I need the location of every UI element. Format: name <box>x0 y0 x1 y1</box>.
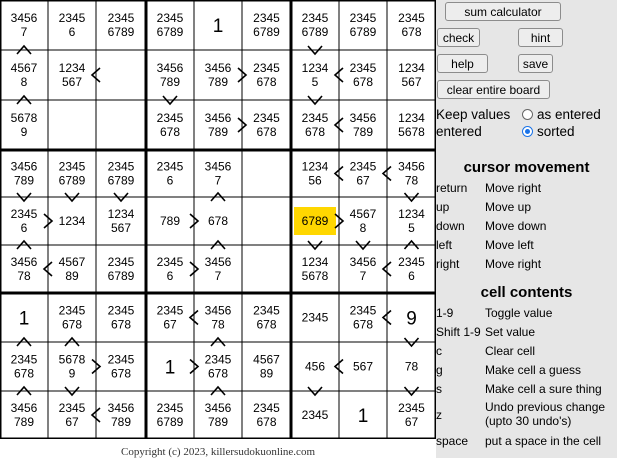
keep-values-line1: Keep values <box>436 107 511 122</box>
sudoku-cell[interactable] <box>98 102 144 148</box>
cell-key-desc: put a space in the cell <box>485 434 602 448</box>
cell-candidates: 3456 7 <box>204 255 232 283</box>
radio-sorted-icon[interactable] <box>522 126 533 137</box>
cell-candidates: 2345 678 <box>398 11 425 39</box>
cell-candidates: 3456 78 <box>204 303 232 332</box>
cell-candidates: 2345 67 <box>58 401 86 429</box>
cell-key-row <box>436 362 617 378</box>
cell-candidates: 2345 678 <box>58 303 86 332</box>
cursor-key-row <box>436 237 617 253</box>
cell-candidates: 2345 6789 <box>301 11 329 39</box>
cursor-key-key: up <box>436 200 450 214</box>
cell-value: 1 <box>212 16 224 37</box>
cell-candidates: 2345 6789 <box>349 11 377 39</box>
cell-key-key: s <box>436 382 442 396</box>
keep-values-line2: entered <box>436 124 482 139</box>
cell-candidates: 2345 6 <box>156 255 184 283</box>
cell-key-row <box>436 324 617 340</box>
cell-contents-heading: cell contents <box>480 284 573 301</box>
control-panel <box>436 0 617 458</box>
cell-candidates: 1234 567 <box>398 61 425 89</box>
cell-key-row <box>436 381 617 397</box>
cell-candidates: 3456 789 <box>349 111 377 139</box>
cell-candidates: 2345 <box>301 310 329 325</box>
cell-candidates: 1234 <box>58 214 86 228</box>
check-button[interactable]: check <box>437 28 480 47</box>
radio-sorted-label: sorted <box>537 124 575 139</box>
clear-board-button[interactable]: clear entire board <box>437 80 550 99</box>
cell-key-desc: Make cell a guess <box>485 363 582 377</box>
cell-key-key: 1-9 <box>436 306 454 320</box>
sudoku-cell[interactable] <box>50 102 94 148</box>
cell-candidates: 2345 678 <box>349 61 377 89</box>
cell-candidates: 2345 678 <box>349 303 377 332</box>
cell-key-key: Shift 1-9 <box>436 325 481 339</box>
cell-candidates: 3456 789 <box>10 159 38 188</box>
cell-value: 1 <box>18 308 30 330</box>
cell-candidates: 2345 678 <box>301 111 329 139</box>
radio-sorted[interactable] <box>522 124 575 139</box>
cell-candidates: 3456 789 <box>10 401 38 429</box>
cell-candidates: 3456 789 <box>204 61 232 89</box>
cell-candidates: 3456 78 <box>398 159 425 188</box>
cell-candidates: 456 <box>304 359 326 374</box>
cell-candidates: 5678 9 <box>58 352 86 381</box>
cursor-key-key: return <box>436 181 468 195</box>
cell-key-key: g <box>436 363 443 377</box>
cell-candidates: 3456 789 <box>204 401 232 429</box>
cell-candidates: 2345 <box>301 408 329 422</box>
cell-candidates: 3456 789 <box>107 401 135 429</box>
cursor-key-desc: Move right <box>485 181 542 195</box>
cell-candidates: 2345 6789 <box>253 11 280 39</box>
cell-key-row <box>436 343 617 359</box>
cell-value: 1 <box>164 357 176 379</box>
cell-value: 9 <box>406 308 417 330</box>
cell-candidates: 1234 5 <box>398 207 425 235</box>
cell-candidates: 2345 678 <box>253 303 280 332</box>
cell-candidates: 2345 6789 <box>107 11 135 39</box>
cell-key-desc: Set value <box>485 325 536 339</box>
cursor-key-desc: Move up <box>485 200 532 214</box>
cell-candidates: 5678 9 <box>10 111 38 139</box>
cell-candidates: 678 <box>207 214 229 228</box>
sudoku-cell[interactable] <box>244 199 289 243</box>
cell-candidates: 2345 6 <box>10 207 38 235</box>
cell-candidates: 2345 6789 <box>58 159 86 188</box>
cursor-key-row <box>436 199 617 215</box>
cell-candidates: 2345 678 <box>107 303 135 332</box>
sudoku-cell[interactable] <box>98 52 144 98</box>
sudoku-cell[interactable] <box>244 247 289 291</box>
cell-candidates: 2345 678 <box>253 61 280 89</box>
cursor-key-row <box>436 256 617 272</box>
cell-candidates: 1234 56 <box>301 159 329 188</box>
cell-candidates: 3456 78 <box>10 255 38 283</box>
cell-candidates: 4567 89 <box>58 255 86 283</box>
cell-candidates: 2345 6789 <box>107 159 135 188</box>
cell-candidates: 1234 567 <box>107 207 135 235</box>
cell-candidates: 2345 67 <box>398 401 425 429</box>
cell-candidates: 2345 678 <box>10 352 38 381</box>
cell-candidates: 2345 6 <box>156 159 184 188</box>
cell-value: 1 <box>357 406 369 427</box>
radio-as-entered[interactable] <box>522 107 601 122</box>
cell-candidates: 4567 89 <box>253 352 280 381</box>
cell-key-desc: Clear cell <box>485 344 536 358</box>
cursor-key-desc: Move down <box>485 219 547 233</box>
copyright-notice: Copyright (c) 2023, killersudokuonline.com <box>121 446 315 458</box>
cell-key-key: c <box>436 344 442 358</box>
cell-candidates: 2345 67 <box>156 303 184 332</box>
hint-button[interactable]: hint <box>518 28 563 47</box>
radio-as-entered-label: as entered <box>537 107 601 122</box>
cell-candidates: 6789 <box>301 214 329 228</box>
cell-candidates: 2345 6 <box>398 255 425 283</box>
cell-key-row <box>436 433 617 449</box>
cell-candidates: 1234 5678 <box>301 255 329 283</box>
cell-candidates: 2345 6789 <box>156 11 184 39</box>
cell-key-row <box>436 400 617 430</box>
cell-candidates: 1234 5678 <box>398 111 425 139</box>
cell-candidates: 1234 5 <box>301 61 329 89</box>
radio-as-entered-icon[interactable] <box>522 109 533 120</box>
cell-key-desc: Make cell a sure thing <box>485 382 602 396</box>
cell-candidates: 2345 678 <box>156 111 184 139</box>
cell-candidates: 3456 789 <box>156 61 184 89</box>
cell-candidates: 2345 678 <box>253 111 280 139</box>
cursor-key-key: right <box>436 257 460 271</box>
cell-candidates: 2345 6 <box>58 11 86 39</box>
cell-candidates: 78 <box>404 359 419 374</box>
keep-values-label <box>436 106 510 140</box>
cell-candidates: 3456 7 <box>10 11 38 39</box>
cell-candidates: 1234 567 <box>58 61 86 89</box>
cursor-key-key: left <box>436 238 453 252</box>
cell-key-key: space <box>436 434 469 448</box>
cell-key-row <box>436 305 617 321</box>
cell-candidates: 2345 6789 <box>107 255 135 283</box>
cell-candidates: 2345 678 <box>253 401 280 429</box>
cell-candidates: 4567 8 <box>10 61 38 89</box>
cell-candidates: 3456 7 <box>349 255 377 283</box>
cell-candidates: 3456 789 <box>204 111 232 139</box>
cell-candidates: 2345 6789 <box>156 401 184 429</box>
sum-calculator-button[interactable]: sum calculator <box>445 2 561 21</box>
cursor-movement-heading: cursor movement <box>463 159 590 176</box>
cursor-key-desc: Move right <box>485 257 542 271</box>
cell-key-desc: Toggle value <box>485 306 553 320</box>
cursor-key-desc: Move left <box>485 238 534 252</box>
help-button[interactable]: help <box>437 54 488 73</box>
cursor-key-row <box>436 218 617 234</box>
cell-candidates: 4567 8 <box>349 207 377 235</box>
cell-key-desc: Undo previous change (upto 30 undo's) <box>485 400 606 428</box>
cell-candidates: 3456 7 <box>204 159 232 188</box>
sudoku-cell[interactable] <box>244 152 289 195</box>
cell-candidates: 2345 678 <box>204 352 232 381</box>
cell-key-key: z <box>436 408 442 422</box>
cell-candidates: 789 <box>159 214 181 228</box>
cell-candidates: 2345 678 <box>107 352 135 381</box>
cell-candidates: 567 <box>352 359 374 374</box>
cursor-key-row <box>436 180 617 196</box>
cell-candidates: 2345 67 <box>349 159 377 188</box>
cursor-key-key: down <box>436 219 465 233</box>
save-button[interactable]: save <box>518 54 553 73</box>
